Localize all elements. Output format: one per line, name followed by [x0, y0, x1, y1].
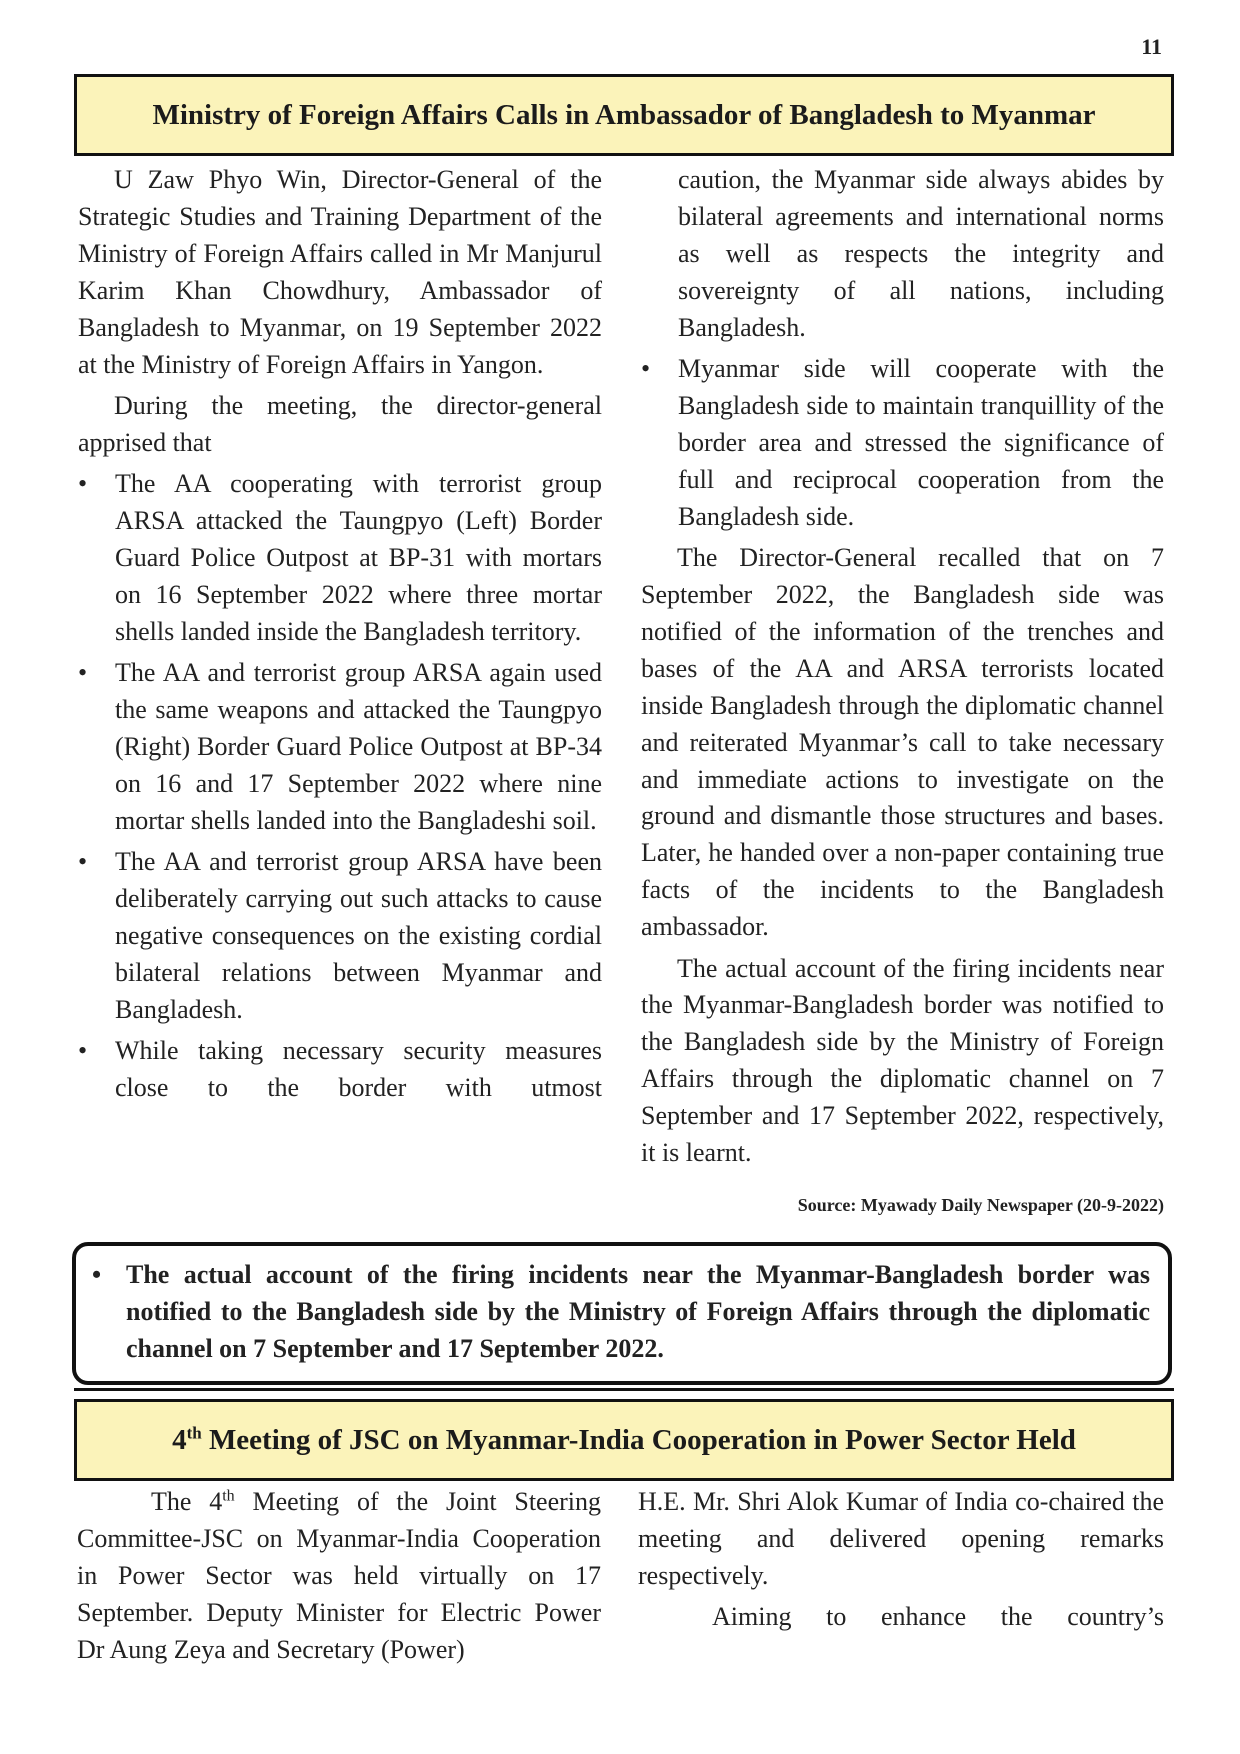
bullet-list	[641, 162, 1164, 536]
article-column-left	[78, 162, 602, 1112]
title-superscript: th	[186, 1422, 202, 1442]
article-title	[74, 1399, 1174, 1481]
list-item-continued: caution, the Myanmar side always abides by bilateral agreements and international norms as well as respects the integrity and sovereignty of all nations, including Bangladesh.	[678, 165, 1164, 342]
paragraph-superscript: th	[222, 1487, 235, 1505]
list-item: • The AA and terrorist group ARSA have been deliberately carrying out such attacks to cause negative consequences on the existing cordial bilateral relations between Myanmar and Bangladesh.	[78, 844, 602, 1029]
paragraph: During the meeting, the director-general apprised that	[78, 390, 602, 457]
paragraph: The Director-General recalled that on 7 September 2022, the Bangladesh side was notified of the information of the trenches and bases of the AA and ARSA terrorists located inside Bangladesh through the diplomatic channel and reiterated Myanmar’s call to take necessary and immediate actions to investigate on the ground and dismantle those structures and bases. Later, he handed over a non-paper containing true facts of the incidents to the Bangladesh ambassador.	[641, 543, 1164, 942]
bullet-list	[78, 466, 602, 1107]
page-number: 11	[1141, 34, 1162, 59]
article-column-right	[641, 162, 1164, 1176]
article-column-left	[77, 1484, 601, 1673]
article-title-text: Ministry of Foreign Affairs Calls in Ambassador of Bangladesh to Myanmar	[152, 98, 1096, 131]
paragraph-text: Meeting of the Joint Steering Committee-JSC on Myanmar-India Cooperation in Power Sector was held virtually on 17 September. Deputy Minister for Electric Power Dr Aung Zeya and Secretary (Power)	[77, 1487, 602, 1664]
paragraph: H.E. Mr. Shri Alok Kumar of India co-chaired the meeting and delivered opening remarks respectively.	[638, 1487, 1164, 1590]
title-text: Meeting of JSC on Myanmar-India Cooperation in Power Sector Held	[201, 1423, 1076, 1456]
list-item: • The AA cooperating with terrorist group ARSA attacked the Taungpyo (Left) Border Guard Police Outpost at BP-31 with mortars on 16 September 2022 where three mortar shells landed inside the Bangladesh territory.	[78, 466, 602, 651]
paragraph-start: The 4	[151, 1487, 223, 1516]
highlight-text: The actual account of the firing incidents near the Myanmar-Bangladesh border was notified to the Bangladesh side by the Ministry of Foreign Affairs through the diplomatic channel on 7 September and 17 September 2022.	[126, 1260, 1150, 1363]
paragraph: Aiming to enhance the country’s	[712, 1602, 1164, 1632]
source-credit: Source: Myawady Daily Newspaper (20-9-2022)	[797, 1195, 1164, 1215]
highlight-box	[72, 1242, 1172, 1385]
divider	[74, 1388, 1174, 1391]
bullet-icon: •	[92, 1260, 102, 1289]
paragraph	[77, 1484, 601, 1669]
list-item	[78, 1033, 602, 1107]
paragraph: U Zaw Phyo Win, Director-General of the Strategic Studies and Training Department of the Ministry of Foreign Affairs called in Mr Manjurul Karim Khan Chowdhury, Ambassador of Bangladesh to Myanmar, on 19 September 2022 at the Ministry of Foreign Affairs in Yangon.	[78, 165, 602, 379]
paragraph: The actual account of the firing incidents near the Myanmar-Bangladesh border was notified to the Bangladesh side by the Ministry of Foreign Affairs through the diplomatic channel on 7 September and 17 September 2022, respectively, it is learnt.	[641, 953, 1164, 1168]
article-title	[74, 74, 1174, 156]
article-title-text	[172, 1424, 1076, 1457]
list-item-text: While taking necessary security measures close to the border with utmost	[115, 1036, 602, 1103]
title-number: 4	[172, 1423, 187, 1456]
list-item: • Myanmar side will cooperate with the Bangladesh side to maintain tranquillity of the border area and stressed the significance of full and reciprocal cooperation from the Bangladesh side.	[641, 351, 1164, 536]
list-item: • The AA and terrorist group ARSA again used the same weapons and attacked the Taungpyo (Right) Border Guard Police Outpost at BP-34 on 16 and 17 September 2022 where nine mortar shells landed into the Bangladeshi soil.	[78, 655, 602, 840]
article-column-right	[638, 1484, 1164, 1641]
